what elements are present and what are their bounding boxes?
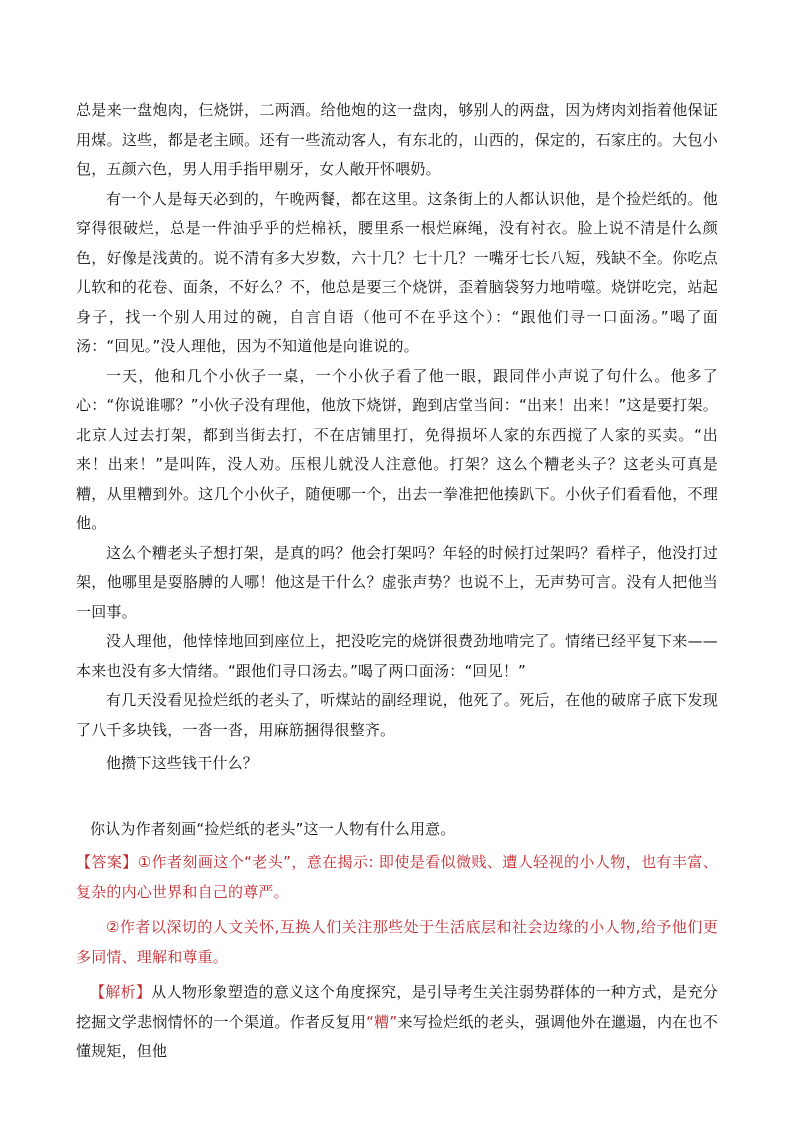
story-paragraph-3: 一天，他和几个小伙子一桌，一个小伙子看了他一眼，跟同伴小声说了句什么。他多了心：“你说谁哪？”小伙子没有理他，他放下烧饼，跑到店堂当间：“出来！出来！”这是要打架。北京人过去打架，都到当街去打，不在店铺里打，免得损坏人家的东西搅了人家的买卖。“出来！出来！”是叫阵，没人劝。压根儿就没人注意他。打架？这么个糟老头子？这老头可真是糟，从里糟到外。这几个小伙子，随便哪一个，出去一拳准把他揍趴下。小伙子们看看他，不理他。: [76, 366, 718, 532]
answer-point-1-text: ①作者刻画这个“老头”，意在揭示: 即使是看似微贱、遭人轻视的小人物，也有丰富、复杂的内心世界和自己的尊严。: [76, 853, 718, 901]
story-paragraph-5: 没人理他，他悻悻地回到座位上，把没吃完的烧饼很费劲地啃完了。情绪已经平复下来——本来也没有多大情绪。“跟他们寻口汤去。”喝了两口面汤：“回见！”: [76, 632, 718, 680]
question-text: 你认为作者刻画“捡烂纸的老头”这一人物有什么用意。: [90, 819, 456, 838]
story-paragraph-4: 这么个糟老头子想打架，是真的吗？他会打架吗？年轻的时候打过架吗？看样子，他没打过架，他哪里是耍胳膊的人哪！他这是干什么？虚张声势？也说不上，无声势可言。没有人把他当一回事。: [76, 543, 718, 621]
answer-point-1: [76, 848, 718, 907]
story-paragraph-1: 总是来一盘炮肉，仨烧饼，二两酒。给他炮的这一盘肉，够别人的两盘，因为烤肉刘指着他保证用煤。这些，都是老主顾。还有一些流动客人，有东北的，山西的，保定的，石家庄的。大包小包，五颜六色，男人用手指甲剔牙，女人敞开怀喂奶。: [76, 101, 718, 178]
story-paragraph-6: 有几天没看见捡烂纸的老头了，听煤站的副经理说，他死了。死后，在他的破席子底下发现了八千多块钱，一沓一沓，用麻筋捆得很整齐。: [76, 691, 718, 739]
analysis-label: 【解析】: [90, 983, 152, 1001]
analysis-paragraph: [76, 978, 718, 1067]
answer-label: 【答案】: [76, 853, 138, 871]
analysis-text-after: 来写捡烂纸的老头，强调他外在邋遢，内在也不懂规矩，但他: [76, 1012, 718, 1060]
analysis-highlight: “糟”: [366, 1012, 398, 1031]
story-paragraph-2: 有一个人是每天必到的，午晚两餐，都在这里。这条街上的人都认识他，是个捡烂纸的。他穿得很破烂，总是一件油乎乎的烂棉袄，腰里系一根烂麻绳，没有衬衣。脸上说不清是什么颜色，好像是浅黄的。说不清有多大岁数，六十几？七十几？一嘴牙七长八短，残缺不全。你吃点儿软和的花卷、面条，不好么？不，他总是要三个烧饼，歪着脑袋努力地啃噬。烧饼吃完，站起身子，找一个别人用过的碗，自言自语（他可不在乎这个）：“跟他们寻一口面汤。”喝了面汤：“回见。”没人理他，因为不知道他是向谁说的。: [76, 189, 718, 355]
story-paragraph-7: 他攒下这些钱干什么？: [106, 754, 259, 772]
answer-point-2: ②作者以深切的人文关怀,互换人们关注那些处于生活底层和社会边缘的小人物,给予他们更多同情、理解和尊重。: [76, 918, 718, 966]
analysis-text-before: 从人物形象塑造的意义这个角度探究，是引导考生关注弱势群体的一种方式，是充分挖掘文学悲悯情怀的一个渠道。作者反复用: [76, 983, 718, 1031]
document-body: [76, 96, 718, 1067]
